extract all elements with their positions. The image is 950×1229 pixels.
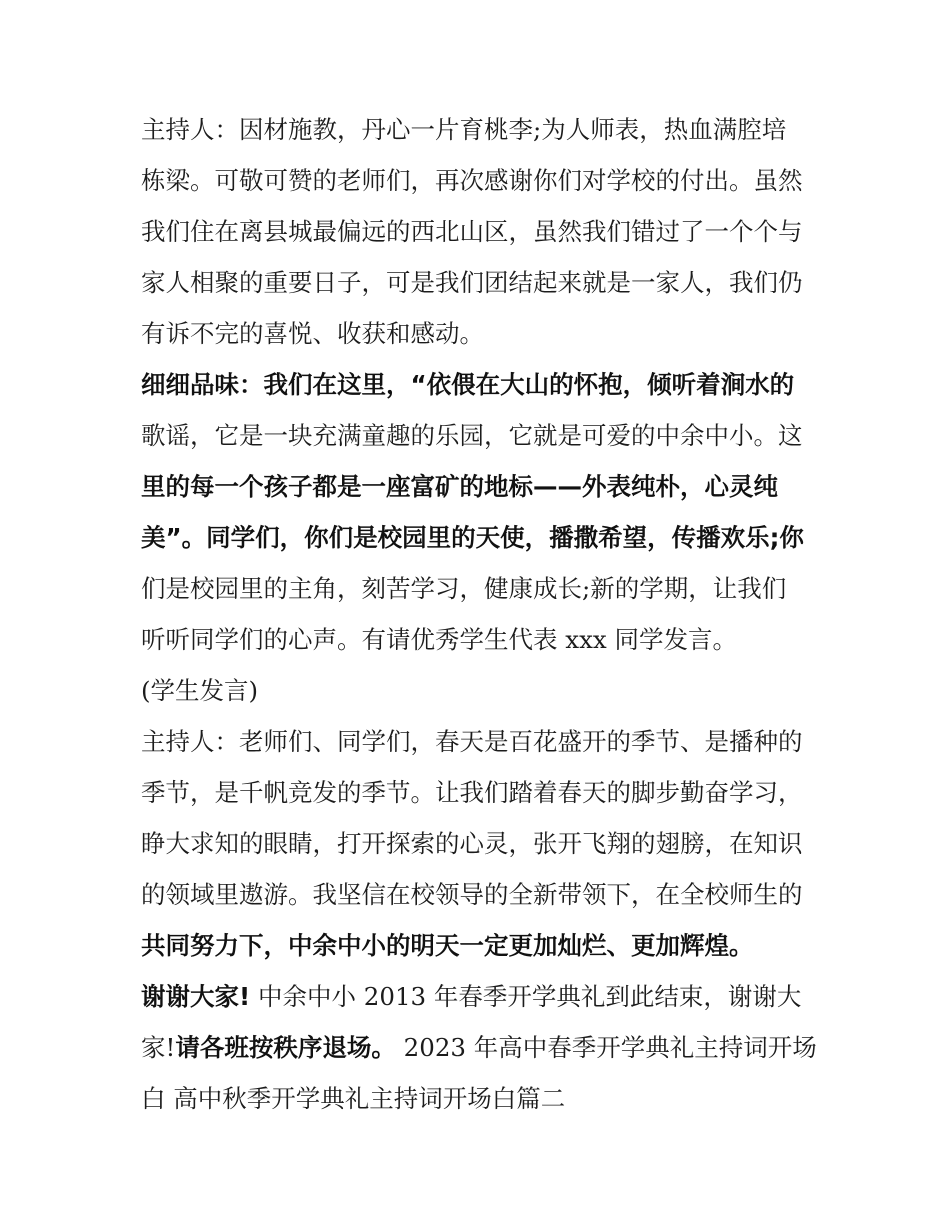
text-line: [141, 104, 821, 155]
text-run: 细细品味：我们在这里，“依偎在大山的怀抱，倾听着涧水的: [141, 370, 795, 399]
text-run: 的领域里遨游。我坚信在校领导的全新带领下，在全校师生的: [141, 880, 803, 909]
text-line: [141, 971, 821, 1022]
text-run: 主持人：老师们、同学们，春天是百花盛开的季节、是播种的: [141, 727, 803, 756]
text-run: 中余中小 2013 年春季开学典礼到此结束，谢谢大: [250, 982, 802, 1011]
text-line: [141, 461, 821, 512]
text-run: 我们住在离县城最偏远的西北山区，虽然我们错过了一个个与: [141, 217, 803, 246]
text-run: 白 高中秋季开学典礼主持词开场白篇二: [141, 1084, 566, 1113]
text-run: 谢谢大家!: [141, 982, 251, 1011]
text-line: [141, 257, 821, 308]
text-run: 栋梁。可敬可赞的老师们，再次感谢你们对学校的付出。虽然: [141, 166, 803, 195]
text-run: 2023 年高中春季开学典礼主持词开场: [395, 1033, 817, 1062]
text-run: 主持人：因材施教，丹心一片育桃李;为人师表，热血满腔培: [141, 115, 787, 144]
text-line: [141, 767, 821, 818]
text-line: [141, 1022, 821, 1073]
text-line: [141, 1073, 821, 1124]
text-line: [141, 512, 821, 563]
text-run: 里的每一个孩子都是一座富矿的地标——外表纯朴，心灵纯: [141, 472, 778, 501]
text-run: 睁大求知的眼睛，打开探索的心灵，张开飞翔的翅膀，在知识: [141, 829, 803, 858]
text-line: [141, 563, 821, 614]
text-line: [141, 716, 821, 767]
text-line: [141, 920, 821, 971]
text-line: [141, 614, 821, 665]
document-body: [141, 104, 821, 1124]
text-line: [141, 206, 821, 257]
text-run: 季节，是千帆竞发的季节。让我们踏着春天的脚步勤奋学习，: [141, 778, 803, 807]
text-run: 美”。同学们，你们是校园里的天使，播撒希望，传播欢乐;你: [141, 523, 804, 552]
text-run: 家人相聚的重要日子，可是我们团结起来就是一家人，我们仍: [141, 268, 803, 297]
text-run: 共同努力下，中余中小的明天一定更加灿烂、更加辉煌。: [141, 931, 754, 960]
text-run: 家!: [141, 1033, 176, 1062]
text-run: 听听同学们的心声。有请优秀学生代表 xxx 同学发言。: [141, 625, 738, 654]
text-run: 们是校园里的主角，刻苦学习，健康成长;新的学期，让我们: [141, 574, 787, 603]
text-line: [141, 308, 821, 359]
text-run: (学生发言): [141, 676, 259, 705]
text-line: [141, 665, 821, 716]
text-line: [141, 155, 821, 206]
text-line: [141, 869, 821, 920]
text-line: [141, 359, 821, 410]
text-run: 歌谣，它是一块充满童趣的乐园，它就是可爱的中余中小。这: [141, 421, 803, 450]
text-run: 请各班按秩序退场。: [175, 1033, 396, 1062]
text-line: [141, 818, 821, 869]
text-run: 有诉不完的喜悦、收获和感动。: [141, 319, 484, 348]
text-line: [141, 410, 821, 461]
